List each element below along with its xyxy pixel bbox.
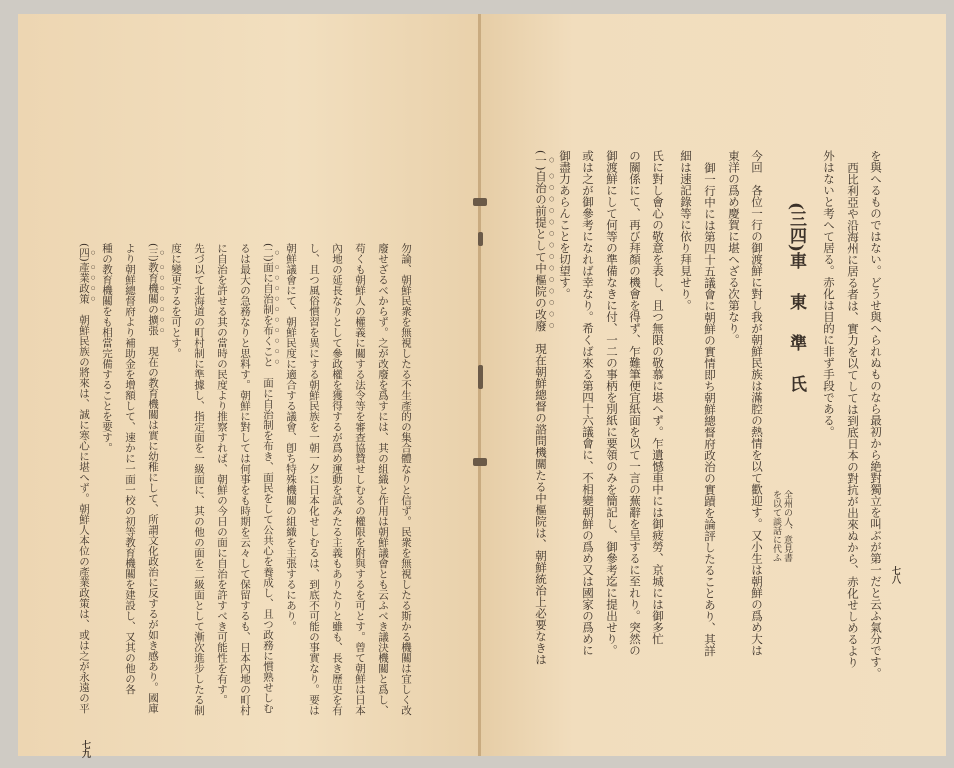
text-column xyxy=(822,150,836,438)
subheading: (三)教育機關の擴張 xyxy=(147,243,159,336)
binding-thread xyxy=(478,365,483,389)
column-text: 朝鮮民族の將來は、誠に寒心に堪へず。朝鮮人本位の產業政策は、或は之が永遠の平 xyxy=(78,303,90,714)
subheading: (二)面に自治制を布くこと xyxy=(262,243,274,367)
column-text: 現在朝鮮總督の諮問機關たる中樞院は、朝鮮統治上必要なきは xyxy=(534,331,548,665)
page-number-left: 七九 xyxy=(80,740,90,758)
column-text: 勿論、朝鮮民衆を無視したる不生產的の集合體なりと信ず。民衆を無視したる斯かる機關は宜しく改 xyxy=(400,243,412,716)
text-column xyxy=(727,150,741,346)
text-column xyxy=(261,243,280,713)
binding-hole xyxy=(473,458,487,466)
text-column xyxy=(703,162,717,657)
text-column xyxy=(628,150,642,656)
column-text: 御渡鮮にして何等の準備なきに付、一二の事柄を別紙に要領のみを簡記し、御參考迄に提出せり。 xyxy=(605,150,619,656)
column-text: るは最大の急務なりと思料す。朝鮮に對しては何事をも時期を云々して保留するも、日本內地の町村 xyxy=(239,243,251,716)
text-column xyxy=(376,243,390,716)
text-column xyxy=(307,243,321,716)
column-text: 外はないと考へて居る。赤化は目的に非ず手段である。 xyxy=(822,150,836,438)
text-column xyxy=(100,243,114,453)
column-text: 苟くも朝鮮人の權義に關する法令等を審查協贊せしむるの權限を附與するを可とす。曾て朝鮮は日本 xyxy=(354,243,366,716)
text-column xyxy=(605,150,619,656)
subheading: (一)自治の前提として中樞院の改廢 xyxy=(534,150,548,332)
column-text: より朝鮮總督府より補助金を增額して、速かに一面一校の初等教育機關を建設し、又其の他の各 xyxy=(124,243,136,695)
column-text: 種の教育機關をも相當完備することを要す。 xyxy=(101,243,113,453)
text-column xyxy=(169,243,183,359)
section-number: (三四) xyxy=(786,202,806,253)
subheading: (四)產業政策 xyxy=(78,243,90,304)
column-text: し、且つ風俗慣習を異にする朝鮮民族を一朝一夕に日本化せしむるは、到底不可能の事實なり。要は xyxy=(308,243,320,716)
section-heading xyxy=(786,202,806,416)
binding-hole xyxy=(473,198,487,206)
column-text: に自治を許せる其の當時の民度より推察すれば、朝鮮の今日の面に自治を許すべき可能性を有す。 xyxy=(216,243,228,705)
text-column xyxy=(284,243,298,632)
text-column xyxy=(750,150,764,656)
column-text: 細は速記錄等に依り拜見せり。 xyxy=(679,150,693,311)
column-text: 今回 各位一行の御渡鮮に對し我が朝鮮民族は滿腔の熱情を以て歡迎す。又小生は朝鮮の爲め大は xyxy=(750,150,764,656)
text-column xyxy=(123,243,137,695)
column-text: 內地の延長なりとして參政權を獲得するが爲め運動を試みたる主義もありたりと雖も、長き歷史を有 xyxy=(331,243,343,716)
column-text: 現在の教育機關は實に幼稚にして、所謂文化政治に反するが如き感あり。國庫 xyxy=(147,335,159,714)
text-column xyxy=(679,150,693,311)
column-text: 氏に對し會心の敬意を表し、且つ無限の敬慕に堪へず。乍遺憾車中には御疲勞、京城には御多忙 xyxy=(651,150,665,645)
text-column xyxy=(534,150,555,665)
column-text: 面に自治制を布き、面民をして公共心を養成し、且つ政務に慣熟せしむ xyxy=(262,366,274,714)
column-text: 度に變更するを可とす。 xyxy=(170,243,182,359)
text-column xyxy=(146,243,165,713)
page-number-right: 七八 xyxy=(890,566,900,584)
column-text: 或は之が御參考になれば幸なり。希くば來る第四十六議會に、不相變朝鮮の爲め又は國家の爲めに xyxy=(581,150,595,656)
text-column xyxy=(192,243,206,716)
column-text: 先づ以て北海道の町村制に準據し、指定面を一級面に、其の他の面を二級面として漸次進步したる制 xyxy=(193,243,205,716)
binding-thread xyxy=(478,232,483,246)
column-text: 東洋の爲め慶賀に堪へざる次第なり。 xyxy=(727,150,741,346)
text-column xyxy=(330,243,344,716)
text-column xyxy=(651,150,665,645)
speaker-note: 全州の人、意見書 を以て談話に代ふ xyxy=(771,490,792,562)
speaker-name: 車東準氏 xyxy=(786,252,806,417)
text-column xyxy=(353,243,367,716)
text-column xyxy=(238,243,252,716)
column-text: 朝鮮議會にて、朝鮮民度に適合する議會、卽ち特殊機關の組織を主張するにあり。 xyxy=(285,243,297,632)
column-text: 廢せざるべからず。之が改廢を爲すには、其の組織と作用は朝鮮議會とも云ふべき議決機關と爲し、 xyxy=(377,243,389,716)
column-text: 御盡力あらんことを切望す。 xyxy=(558,150,572,300)
column-text: の關係にて、再び拜顏の機會を得ず、乍難筆便宜紙面を以て一言の蕪辭を呈するに至れり。突然の xyxy=(628,150,642,656)
text-column xyxy=(399,243,413,716)
text-column xyxy=(215,243,229,705)
text-column xyxy=(846,162,860,668)
column-text: 西比利亞や沿海州に居る者は、實力を以てしては到底日本の對抗が出來ぬから、赤化せしめるより xyxy=(846,162,860,668)
text-column xyxy=(869,150,883,679)
text-column xyxy=(558,150,572,300)
text-column xyxy=(77,243,96,713)
column-text: 御一行中には第四十五議會に朝鮮の實情即ち朝鮮總督府政治の實蹟を論評したることあり、其詳 xyxy=(703,162,717,657)
text-column xyxy=(581,150,595,656)
column-text: を與へるものではない。どうせ與へられぬものなら最初から絶對獨立を叫ぶが第一だと云ふ氣分です。 xyxy=(869,150,883,679)
